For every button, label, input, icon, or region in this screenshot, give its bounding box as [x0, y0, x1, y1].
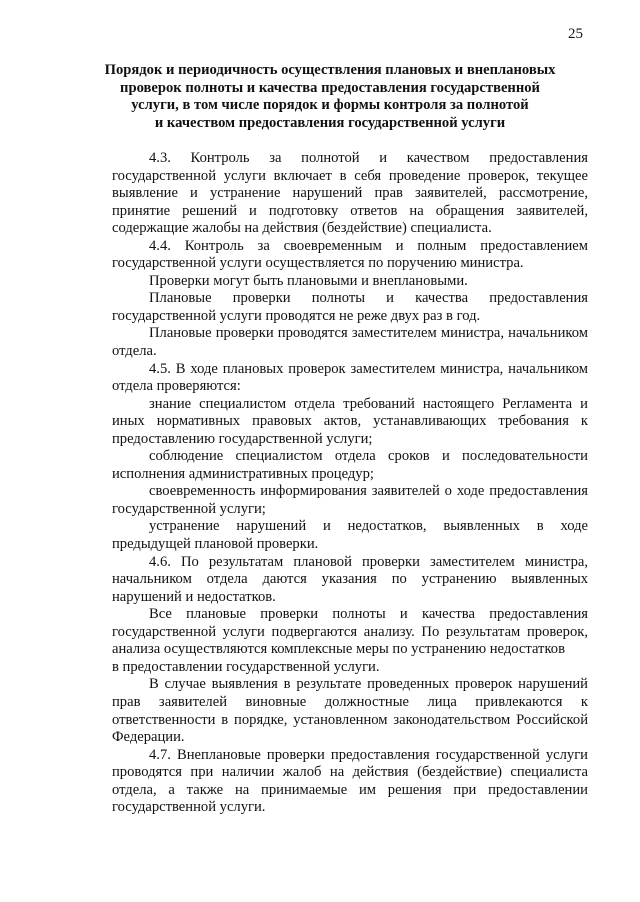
paragraph-planned-performers: Плановые проверки проводятся заместителем министра, начальником отдела.: [112, 325, 588, 360]
heading-line: услуги, в том числе порядок и формы контроля за полнотой: [131, 97, 529, 113]
list-item-knowledge: знание специалистом отдела требований настоящего Регламента и иных нормативных правовых актов, устанавливающих требования к предоставлению государственной услуги;: [112, 395, 588, 447]
paragraph-4-5: 4.5. В ходе плановых проверок заместителем министра, начальником отдела проверяются:: [112, 360, 588, 395]
heading-line: Порядок и периодичность осуществления плановых и внеплановых: [104, 62, 556, 78]
paragraph-liability: В случае выявления в результате проведенных проверок нарушений прав заявителей виновные должностные лица привлекаются к ответственности в порядке, установленном законодательством Российской Федерации.: [112, 676, 588, 746]
paragraph-4-4: 4.4. Контроль за своевременным и полным предоставлением государственной услуги осуществляется по поручению министра.: [112, 237, 588, 272]
document-body: [112, 150, 588, 817]
heading-line: проверок полноты и качества предоставления государственной: [120, 79, 540, 96]
paragraph-analysis-continued: в предоставлении государственной услуги.: [112, 658, 380, 675]
paragraph-planned-frequency: Плановые проверки полноты и качества предоставления государственной услуги проводятся не реже двух раз в год.: [112, 290, 588, 324]
paragraph-4-3: 4.3. Контроль за полнотой и качеством предоставления государственной услуги включает в себя проведение проверок, текущее выявление и устранение нарушений прав заявителей, рассмотрение, принятие решений и подготовку ответов на обращения заявителей, содержащие жалобы на действия (бездействие) специалиста.: [112, 150, 588, 237]
paragraph-4-7: 4.7. Внеплановые проверки предоставления государственной услуги проводятся при наличии жалоб на действия (бездействие) специалиста отдела, а также на принимаемые им решения при предоставлении государственной услуги.: [112, 746, 588, 816]
list-item-informing: своевременность информирования заявителей о ходе предоставления государственной услуги;: [112, 483, 588, 517]
paragraph-analysis: Все плановые проверки полноты и качества предоставления государственной услуги подвергаются анализу. По результатам проверок, анализа осуществляются комплексные меры по устранению недостатков: [112, 606, 588, 658]
paragraph-4-6: 4.6. По результатам плановой проверки заместителем министра, начальником отдела даются указания по устранению выявленных нарушений и недостатков.: [112, 553, 588, 605]
list-item-deadlines: соблюдение специалистом отдела сроков и последовательности исполнения административных процедур;: [112, 448, 588, 482]
heading-line: и качеством предоставления государственной услуги: [154, 114, 506, 131]
list-item-remediation: устранение нарушений и недостатков, выявленных в ходе предыдущей плановой проверки.: [112, 518, 588, 553]
page-number: 25: [568, 26, 583, 42]
section-heading: [100, 62, 560, 132]
paragraph-check-types: Проверки могут быть плановыми и внеплановыми.: [149, 272, 468, 289]
